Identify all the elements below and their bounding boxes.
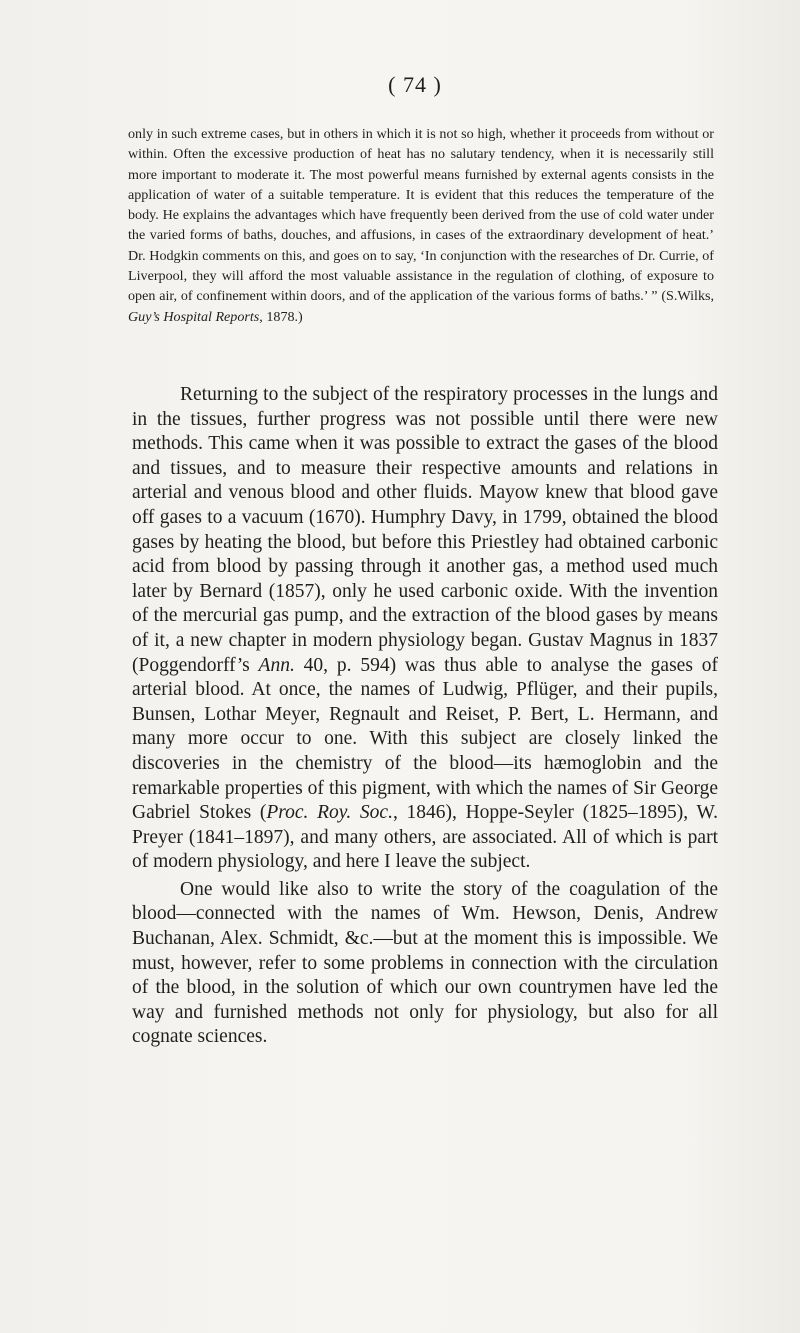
paragraph-respiratory-text-2: 40, p. 594) was thus able to analyse the gases of arterial blood. At once, the names of Ludwig, Pflüger, and their pupils, Bunsen, Lothar Meyer, Regnault and Reiset, P. Bert, L. Hermann, and many more occur to one. With this subject are closely linked the discoveries in the chemistry of the blood—its hæmoglobin and the remarkable properties of this pigment, with which the names of Sir George Gabriel Stokes ( <box>132 654 718 824</box>
paragraph-respiratory <box>132 383 718 875</box>
quote-text: only in such extreme cases, but in others in which it is not so high, whether it proceeds from without or within. Often the excessive production of heat has no salutary tendency, when it is necessarily still more important to moderate it. The most powerful means furnished by external agents consists in the application of water of a suitable temperature. It is evident that this reduces the temperature of the body. He explains the advantages which have frequently been derived from the use of cold water under the varied forms of baths, douches, and affusions, in cases of the extraordinary development of heat.’ Dr. Hodgkin comments on this, and goes on to say, ‘In conjunction with the researches of Dr. Currie, of Liverpool, they will afford the most valuable assistance in the regulation of clothing, of exposure to open air, of confinement within doors, and of the application of the various forms of baths.’ ” (S.Wilks, <box>128 126 714 305</box>
paragraph-respiratory-text-1: Returning to the subject of the respiratory processes in the lungs and in the tissues, further progress was not possible until there were new methods. This came when it was possible to extract the gases of the blood and tissues, and to measure their respective amounts and relations in arterial and venous blood and other fluids. Mayow knew that blood gave off gases to a vacuum (1670). Humphry Davy, in 1799, obtained the blood gases by heating the blood, but before this Priestley had obtained carbonic acid from blood by passing through it another gas, a method used much later by Bernard (1857), only he used carbonic oxide. With the invention of the mercurial gas pump, and the extraction of the blood gases by means of it, a new chapter in modern physiology began. Gustav Magnus in 1837 (Poggendorff’s <box>132 384 718 676</box>
main-text <box>132 383 718 1050</box>
paragraph-respiratory-text-3: , 1846), Hoppe-Seyler (1825–1895), W. Preyer (1841–1897), and many others, are associated. All of which is part of modern physiology, and here I leave the subject. <box>132 802 719 873</box>
quote-paragraph <box>128 124 714 327</box>
citation-ann: Ann. <box>258 654 295 676</box>
block-quote <box>128 124 714 327</box>
quote-source-title: Guy’s Hospital Reports <box>128 308 260 325</box>
citation-proc-roy-soc: Proc. Roy. Soc. <box>266 802 393 824</box>
quote-source-year: , 1878.) <box>259 308 303 325</box>
paragraph-coagulation: One would like also to write the story of the coagulation of the blood—connected with the names of Wm. Hewson, Denis, Andrew Buchanan, Alex. Schmidt, &c.—but at the moment this is impossible. We must, however, refer to some problems in connection with the circulation of the blood, in the solution of which our own countrymen have led the way and furnished methods not only for physiology, but also for all cognate sciences. <box>132 878 718 1048</box>
page-number: ( 74 ) <box>388 72 442 97</box>
